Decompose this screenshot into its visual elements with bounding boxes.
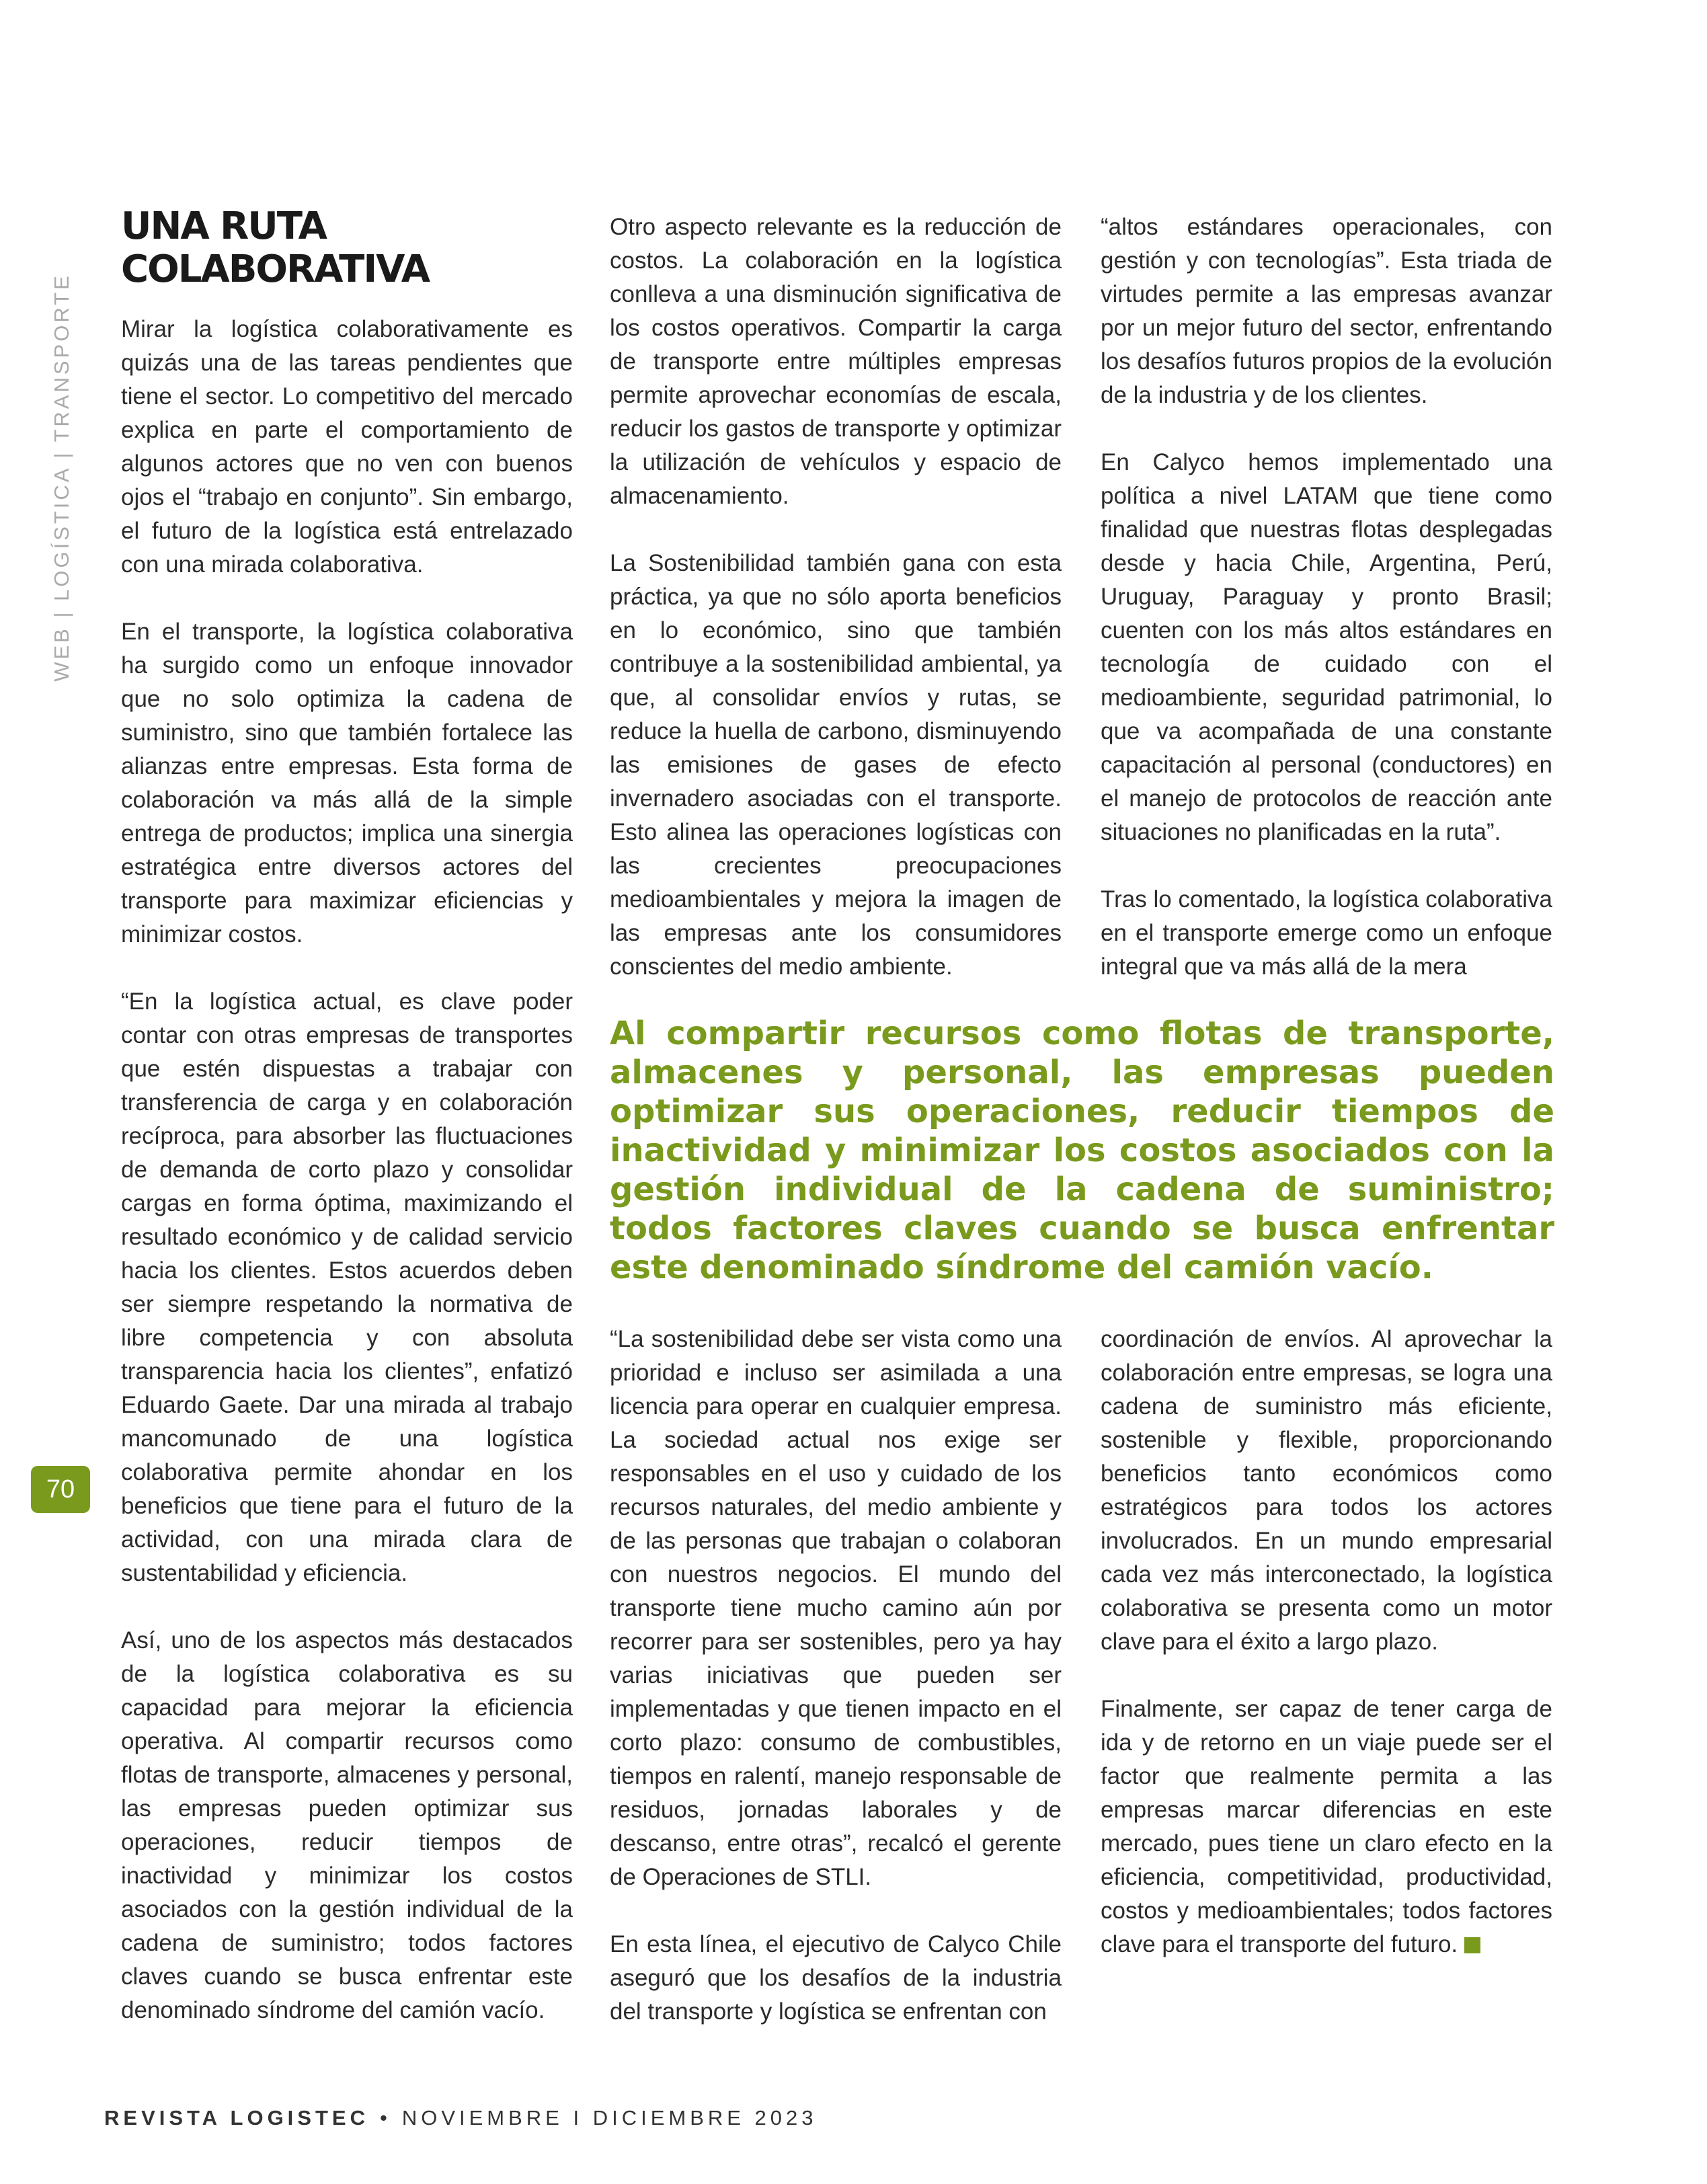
column-1 bbox=[121, 313, 573, 2027]
column-3-bottom bbox=[1101, 1323, 1552, 1961]
pull-quote: Al compartir recursos como flotas de transporte, almacenes y personal, las empresas pueden optimizar sus operaciones, reducir tiempos de inactividad y minimizar los costos asociados con la gestión individual de la cadena de suministro; todos factores claves cuando se busca enfrentar este denominado síndrome del camión vacío. bbox=[610, 1015, 1554, 1286]
section-tag: WEB | LOGÍSTICA | TRANSPORTE bbox=[50, 273, 73, 682]
paragraph-final-text: Finalmente, ser capaz de tener carga de ida y de retorno en un viaje puede ser el factor que realmente permita a las empresas marcar diferencias en este mercado, pues tiene un claro efecto en la eficiencia, competitividad, productividad, costos y medioambientales; todos factores clave para el transporte del futuro. bbox=[1101, 1696, 1552, 1957]
paragraph: “La sostenibilidad debe ser vista como una prioridad e incluso ser asimilada a una licencia para operar en cualquier empresa. La sociedad actual nos exige ser responsables en el uso y cuidado de los recursos naturales, del medio ambiente y de las personas que trabajan o colaboran con nuestros negocios. El mundo del transporte tiene mucho camino aún por recorrer para ser sostenibles, pero ya hay varias iniciativas que pueden ser implementadas y que tienen impacto en el corto plazo: consumo de combustibles, tiempos en ralentí, manejo responsable de residuos, jornadas laborales y de descanso, entre otras”, recalcó el gerente de Operaciones de STLI. bbox=[610, 1326, 1062, 1890]
page-number-badge: 70 bbox=[31, 1466, 90, 1513]
magazine-name: REVISTA LOGISTEC bbox=[104, 2106, 369, 2130]
article-heading: UNA RUTA COLABORATIVA bbox=[121, 204, 430, 291]
paragraph: La Sostenibilidad también gana con esta práctica, ya que no sólo aporta beneficios en lo económico, sino que también contribuye a la sostenibilidad ambiental, ya que, al consolidar envíos y rutas, se reduce la huella de carbono, disminuyendo las emisiones de gases de efecto invernadero asociadas con el transporte. Esto alinea las operaciones logísticas con las crecientes preocupaciones medioambientales y mejora la imagen de las empresas ante los consumidores conscientes del medio ambiente. bbox=[610, 550, 1062, 980]
paragraph: “En la logística actual, es clave poder contar con otras empresas de transportes que estén dispuestas a trabajar con transferencia de carga y en colaboración recíproca, para absorber las fluctuaciones de demanda de corto plazo y consolidar cargas en forma óptima, maximizando el resultado económico y de calidad servicio hacia los clientes. Estos acuerdos deben ser siempre respetando la normativa de libre competencia y con absoluta transparencia hacia los clientes”, enfatizó Eduardo Gaete. Dar una mirada al trabajo mancomunado de una logística colaborativa permite ahondar en los beneficios que tiene para el futuro de la actividad, con una mirada clara de sustentabilidad y eficiencia. bbox=[121, 988, 573, 1586]
paragraph: En Calyco hemos implementado una política a nivel LATAM que tiene como finalidad que nuestras flotas desplegadas desde y hacia Chile, Argentina, Perú, Uruguay, Paraguay y pronto Brasil; cuenten con los más altos estándares en tecnología de cuidado con el medioambiente, seguridad patrimonial, lo que va acompañada de una constante capacitación al personal (conductores) en el manejo de protocolos de reacción ante situaciones no planificadas en la ruta”. bbox=[1101, 449, 1552, 845]
paragraph: coordinación de envíos. Al aprovechar la colaboración entre empresas, se logra una cadena de suministro más eficiente, sostenible y flexible, proporcionando beneficios tanto económicos como estratégicos para todos los actores involucrados. En un mundo empresarial cada vez más interconectado, la logística colaborativa se presenta como un motor clave para el éxito a largo plazo. bbox=[1101, 1326, 1552, 1655]
paragraph: Otro aspecto relevante es la reducción de costos. La colaboración en la logística conlleva a una disminución significativa de los costos operativos. Compartir la carga de transporte entre múltiples empresas permite aprovechar economías de escala, reducir los gastos de transporte y optimizar la utilización de vehículos y espacio de almacenamiento. bbox=[610, 214, 1062, 509]
footer bbox=[104, 2106, 818, 2130]
column-2-bottom bbox=[610, 1323, 1062, 2029]
paragraph: Mirar la logística colaborativamente es quizás una de las tareas pendientes que tiene el sector. Lo competitivo del mercado explica en parte el comportamiento de algunos actores que no ven con buenos ojos el “trabajo en conjunto”. Sin embargo, el futuro de la logística está entrelazado con una mirada colaborativa. bbox=[121, 316, 573, 578]
paragraph: Así, uno de los aspectos más destacados de la logística colaborativa es su capacidad para mejorar la eficiencia operativa. Al compartir recursos como flotas de transporte, almacenes y personal, las empresas pueden optimizar sus operaciones, reducir tiempos de inactividad y minimizar los costos asociados con la gestión individual de la cadena de suministro; todos factores claves cuando se busca enfrentar este denominado síndrome del camión vacío. bbox=[121, 1627, 573, 2023]
paragraph: “altos estándares operacionales, con gestión y con tecnologías”. Esta triada de virtudes permite a las empresas avanzar por un mejor futuro del sector, enfrentando los desafíos futuros propios de la evolución de la industria y de los clientes. bbox=[1101, 214, 1552, 408]
paragraph-final bbox=[1101, 1692, 1552, 1961]
paragraph: En el transporte, la logística colaborativa ha surgido como un enfoque innovador que no solo optimiza la cadena de suministro, sino que también fortalece las alianzas entre empresas. Esta forma de colaboración va más allá de la simple entrega de productos; implica una sinergia estratégica entre diversos actores del transporte para maximizar eficiencias y minimizar costos. bbox=[121, 619, 573, 947]
paragraph: En esta línea, el ejecutivo de Calyco Chile aseguró que los desafíos de la industria del transporte y logística se enfrentan con bbox=[610, 1931, 1062, 2025]
footer-separator: • bbox=[379, 2106, 391, 2130]
column-3-top bbox=[1101, 210, 1552, 984]
end-mark-square-icon bbox=[1464, 1937, 1480, 1953]
paragraph: Tras lo comentado, la logística colaborativa en el transporte emerge como un enfoque integral que va más allá de la mera bbox=[1101, 886, 1552, 980]
issue-date: NOVIEMBRE I DICIEMBRE 2023 bbox=[401, 2106, 818, 2130]
column-2-top bbox=[610, 210, 1062, 984]
